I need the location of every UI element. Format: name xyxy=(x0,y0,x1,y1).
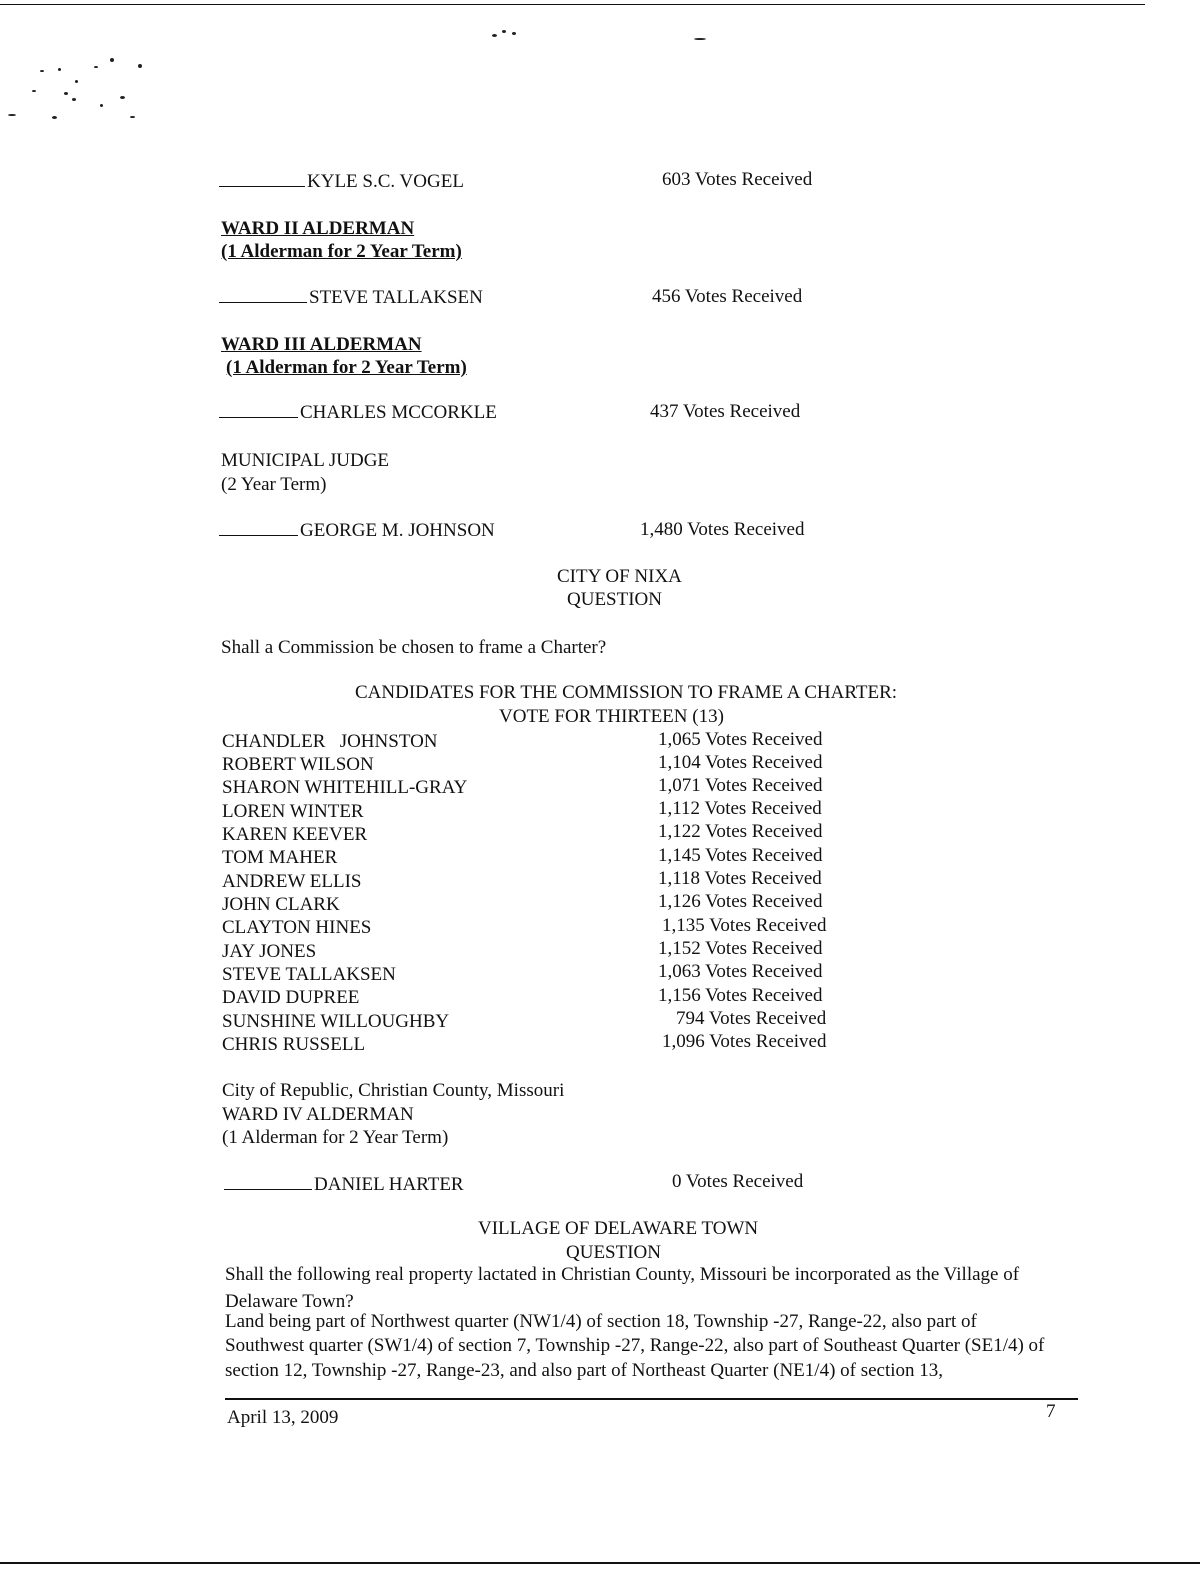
candidate-name: STEVE TALLAKSEN xyxy=(309,287,483,308)
list-item-votes: 1,063 Votes Received xyxy=(658,961,823,982)
mark-blank xyxy=(219,417,298,418)
nixa-title: CITY OF NIXA xyxy=(557,566,682,587)
candidate-row-ward3 xyxy=(219,403,497,422)
ward2-term: (1 Alderman for 2 Year Term) xyxy=(221,241,462,262)
list-item-votes: 1,126 Votes Received xyxy=(658,891,823,912)
mark-blank xyxy=(224,1189,312,1190)
list-item-name: SUNSHINE WILLOUGHBY xyxy=(222,1011,450,1032)
ward2-title: WARD II ALDERMAN xyxy=(221,218,415,239)
ward3-title: WARD III ALDERMAN xyxy=(221,334,422,355)
list-item-votes: 1,065 Votes Received xyxy=(658,729,823,750)
mark-blank xyxy=(219,535,298,536)
candidate-name: CHARLES MCCORKLE xyxy=(300,402,497,423)
candidate-row-vogel xyxy=(219,172,464,191)
list-item-name: ROBERT WILSON xyxy=(222,754,374,775)
list-item-name: TOM MAHER xyxy=(222,847,338,868)
votes-judge: 1,480 Votes Received xyxy=(640,519,805,540)
votes-ward2: 456 Votes Received xyxy=(652,286,803,307)
candidate-row-ward2 xyxy=(219,288,483,307)
republic-title: WARD IV ALDERMAN xyxy=(222,1104,414,1125)
list-item-votes: 1,156 Votes Received xyxy=(658,985,823,1006)
votes-vogel: 603 Votes Received xyxy=(662,169,813,190)
delaware-line: Shall the following real property lactated in Christian County, Missouri be incorporated as the Village of xyxy=(225,1264,1020,1285)
list-item-name: JAY JONES xyxy=(222,941,317,962)
mark-blank xyxy=(219,302,307,303)
nixa-candidates-header: CANDIDATES FOR THE COMMISSION TO FRAME A CHARTER: xyxy=(355,682,898,703)
list-item-votes: 1,145 Votes Received xyxy=(658,845,823,866)
delaware-line: Delaware Town? xyxy=(225,1291,354,1312)
candidate-name: DANIEL HARTER xyxy=(314,1174,464,1195)
nixa-subtitle: QUESTION xyxy=(567,589,662,610)
list-item-name: SHARON WHITEHILL-GRAY xyxy=(222,777,468,798)
votes-republic: 0 Votes Received xyxy=(672,1171,804,1192)
list-item-votes: 1,118 Votes Received xyxy=(658,868,822,889)
list-item-votes: 1,071 Votes Received xyxy=(658,775,823,796)
delaware-title: VILLAGE OF DELAWARE TOWN xyxy=(478,1218,759,1239)
republic-term: (1 Alderman for 2 Year Term) xyxy=(222,1127,449,1148)
top-scan-edge xyxy=(0,4,1145,5)
list-item-name: CHRIS RUSSELL xyxy=(222,1034,366,1055)
delaware-line: section 12, Township -27, Range-23, and also part of Northeast Quarter (NE1/4) of section 13, xyxy=(225,1360,944,1381)
list-item-name: KAREN KEEVER xyxy=(222,824,368,845)
list-item-votes: 1,152 Votes Received xyxy=(658,938,823,959)
mark-blank xyxy=(219,186,305,187)
nixa-question: Shall a Commission be chosen to frame a Charter? xyxy=(221,637,607,658)
list-item-name: LOREN WINTER xyxy=(222,801,364,822)
list-item-votes: 1,122 Votes Received xyxy=(658,821,823,842)
nixa-vote-for: VOTE FOR THIRTEEN (13) xyxy=(499,706,724,727)
list-item-votes: 1,135 Votes Received xyxy=(662,915,827,936)
footer-rule xyxy=(225,1398,1078,1400)
delaware-line: Southwest quarter (SW1/4) of section 7, Township -27, Range-22, also part of Southeast Quarter (SE1/4) of xyxy=(225,1335,1045,1356)
candidate-name: KYLE S.C. VOGEL xyxy=(307,171,464,192)
list-item-votes: 1,112 Votes Received xyxy=(658,798,822,819)
list-item-votes: 1,104 Votes Received xyxy=(658,752,823,773)
delaware-line: Land being part of Northwest quarter (NW1/4) of section 18, Township -27, Range-22, also part of xyxy=(225,1311,977,1332)
candidate-name: GEORGE M. JOHNSON xyxy=(300,520,495,541)
list-item-name: JOHN CLARK xyxy=(222,894,340,915)
judge-term: (2 Year Term) xyxy=(221,474,327,495)
list-item-name: CHANDLER JOHNSTON xyxy=(222,731,438,752)
delaware-subtitle: QUESTION xyxy=(566,1242,661,1263)
list-item-name: ANDREW ELLIS xyxy=(222,871,362,892)
candidate-row-republic xyxy=(224,1175,464,1194)
republic-location: City of Republic, Christian County, Missouri xyxy=(222,1080,565,1101)
votes-ward3: 437 Votes Received xyxy=(650,401,801,422)
list-item-votes: 1,096 Votes Received xyxy=(662,1031,827,1052)
candidate-row-judge xyxy=(219,521,495,540)
list-item-name: DAVID DUPREE xyxy=(222,987,360,1008)
list-item-name: CLAYTON HINES xyxy=(222,917,372,938)
list-item-name: STEVE TALLAKSEN xyxy=(222,964,396,985)
bottom-scan-edge xyxy=(0,1562,1200,1564)
judge-title: MUNICIPAL JUDGE xyxy=(221,450,390,471)
footer-date: April 13, 2009 xyxy=(227,1407,339,1428)
ward3-term: (1 Alderman for 2 Year Term) xyxy=(226,357,467,378)
page-number: 7 xyxy=(1046,1401,1056,1422)
list-item-votes: 794 Votes Received xyxy=(676,1008,827,1029)
